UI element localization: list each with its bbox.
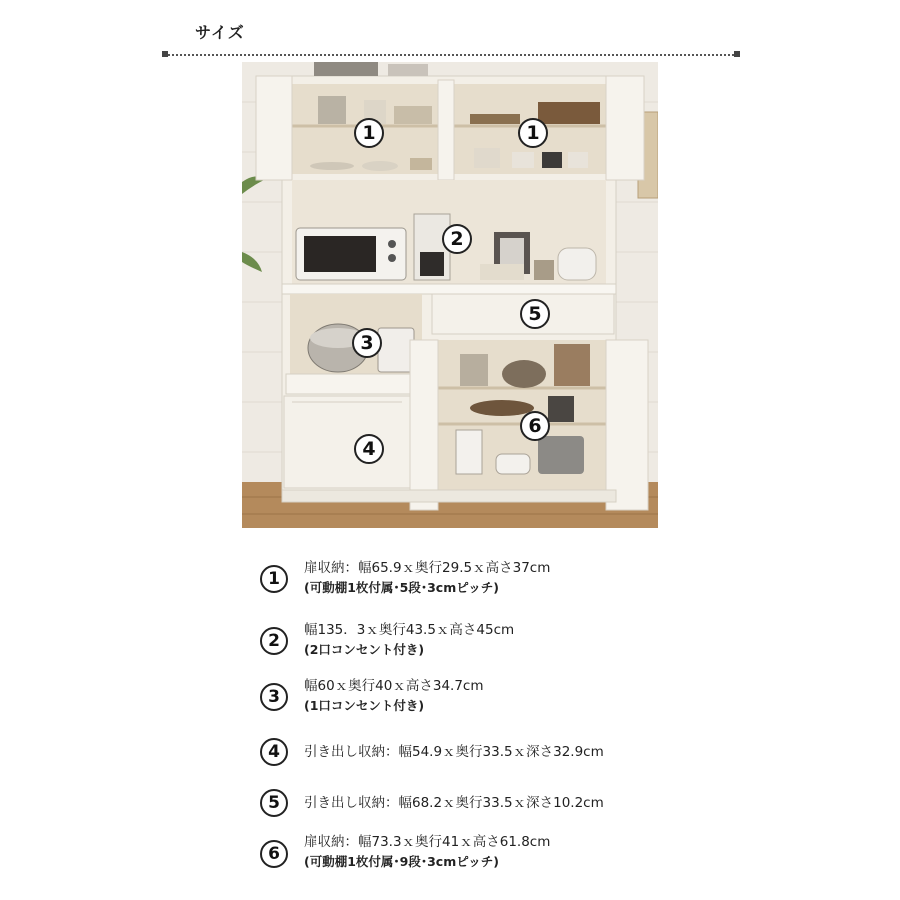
- spec-dimensions: 扉収納：幅73.3ｘ奥行41ｘ高さ61.8cm: [304, 834, 551, 850]
- spec-number-badge: 5: [260, 789, 288, 817]
- spec-dimensions: 幅135．3ｘ奥行43.5ｘ高さ45cm: [304, 622, 515, 638]
- spec-number-badge: 2: [260, 627, 288, 655]
- spec-dimensions: 扉収納：幅65.9ｘ奥行29.5ｘ高さ37cm: [304, 560, 551, 576]
- photo-badge-4: 4: [354, 434, 384, 464]
- page-title: サイズ: [195, 23, 245, 42]
- spec-number-badge: 6: [260, 840, 288, 868]
- spec-number-badge: 3: [260, 683, 288, 711]
- divider-end-left: [162, 51, 168, 57]
- photo-badge-1-right: 1: [518, 118, 548, 148]
- spec-note: (1口コンセント付き): [304, 698, 425, 713]
- spec-dimensions: 引き出し収納：幅54.9ｘ奥行33.5ｘ深さ32.9cm: [304, 744, 604, 760]
- photo-badge-5: 5: [520, 299, 550, 329]
- photo-badge-1-left: 1: [354, 118, 384, 148]
- cupboard-illustration: [242, 62, 658, 528]
- spec-note: (可動棚1枚付属･5段･3cmピッチ): [304, 580, 499, 595]
- divider-end-right: [734, 51, 740, 57]
- spec-number-badge: 1: [260, 565, 288, 593]
- photo-badge-3: 3: [352, 328, 382, 358]
- divider-rule: [164, 54, 738, 56]
- spec-note: (2口コンセント付き): [304, 642, 425, 657]
- photo-badge-6: 6: [520, 411, 550, 441]
- spec-dimensions: 幅60ｘ奥行40ｘ高さ34.7cm: [304, 678, 484, 694]
- photo-badge-2: 2: [442, 224, 472, 254]
- spec-dimensions: 引き出し収納：幅68.2ｘ奥行33.5ｘ深さ10.2cm: [304, 795, 604, 811]
- spec-number-badge: 4: [260, 738, 288, 766]
- cupboard-photo: [242, 62, 658, 528]
- spec-note: (可動棚1枚付属･9段･3cmピッチ): [304, 854, 499, 869]
